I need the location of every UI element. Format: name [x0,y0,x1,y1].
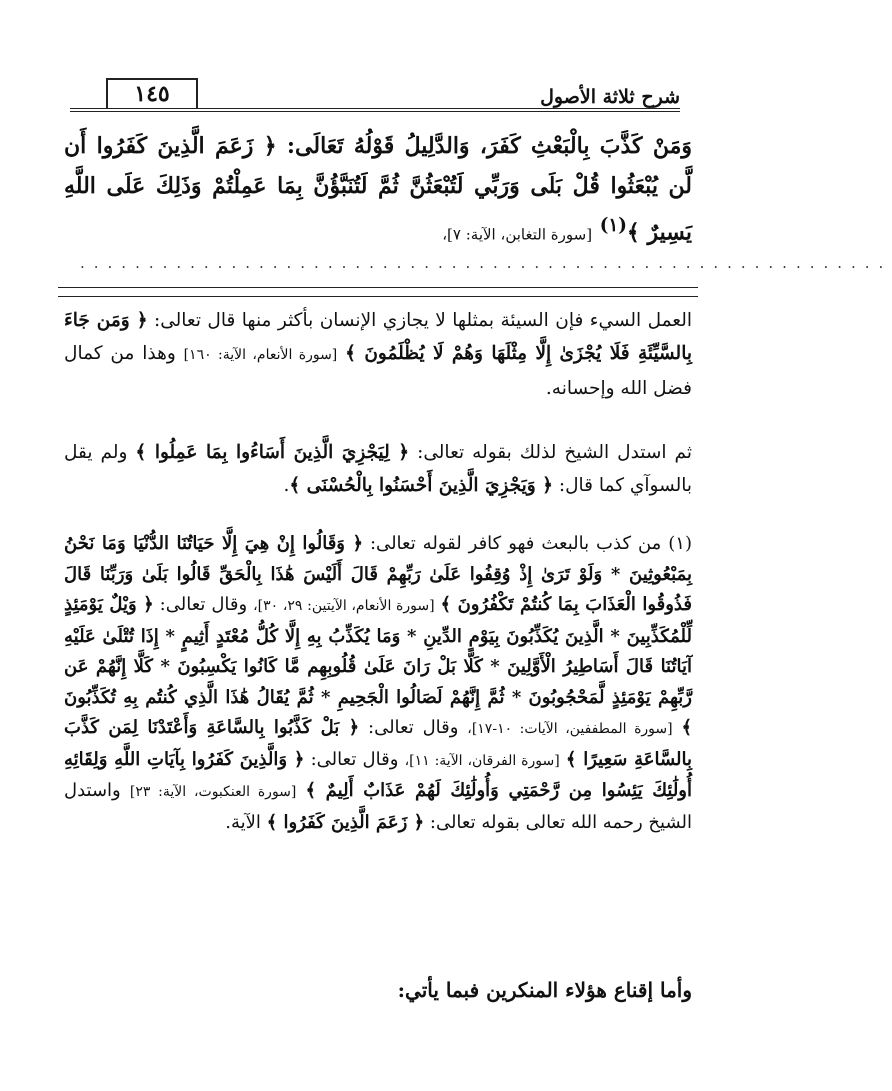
footnote-reference: [سورة المطففين، الآيات: ١٠-١٧]، [467,721,673,737]
footnote-verse: ﴿ وَيْلٌ يَوْمَئِذٍ لِّلْمُكَذِّبِينَ * الَّذِينَ يُكَذِّبُونَ بِيَوْمِ الدِّينِ * وَمَا يُكَذِّبُ بِهِ إِلَّا كُلُّ مُعْتَدٍ أَثِيمٍ * إِذَا تُتْلَىٰ عَلَيْهِ آيَاتُنَا قَالَ أَسَاطِيرُ الْأَوَّلِينَ * كَلَّا بَلْ رَانَ عَلَىٰ قُلُوبِهِم مَّا كَانُوا يَكْسِبُونَ * كَلَّا إِنَّهُمْ عَن رَّبِّهِمْ يَوْمَئِذٍ لَّمَحْجُوبُونَ * ثُمَّ إِنَّهُمْ لَصَالُوا الْجَحِيمِ * ثُمَّ يُقَالُ هَٰذَا الَّذِي كُنتُم بِهِ تُكَذِّبُونَ ﴾ [64,594,692,738]
section-divider-top [58,287,698,288]
footnote-verse: ﴿ وَالَّذِينَ كَفَرُوا بِآيَاتِ اللَّهِ وَلِقَائِهِ أُولَٰئِكَ يَئِسُوا مِن رَّحْمَتِي وَأُولَٰئِكَ لَهُمْ عَذَابٌ أَلِيمٌ ﴾ [64,748,693,801]
page-number: ١٤٥ [106,78,198,108]
commentary-verse: ﴿ لِيَجْزِيَ الَّذِينَ أَسَاءُوا بِمَا عَمِلُوا ﴾ [135,442,410,463]
commentary-paragraph-1 [64,304,692,405]
footnote-reference: [سورة الفرقان، الآية: ١١]، [404,752,560,769]
footnote-text: (١) من كذب بالبعث فهو كافر لقوله تعالى: [363,533,692,554]
closing-heading: وأما إقناع هؤلاء المنكرين فبما يأتي: [397,978,692,1002]
footnote-text: وقال تعالى: [153,594,254,615]
main-text [64,126,692,254]
footnote-text: وقال تعالى: [304,748,405,770]
header-divider [70,108,680,112]
commentary-text: ثم استدل الشيخ لذلك بقوله تعالى: [409,442,692,463]
footnote-verse: ﴿ زَعَمَ الَّذِينَ كَفَرُوا ﴾ [266,811,425,833]
footnote-verse: ﴿ وَقَالُوا إِنْ هِيَ إِلَّا حَيَاتُنَا الدُّنْيَا وَمَا نَحْنُ بِمَبْعُوثِينَ * وَلَوْ تَرَىٰ إِذْ وُقِفُوا عَلَىٰ رَبِّهِمْ قَالَ أَلَيْسَ هَٰذَا بِالْحَقِّ قَالُوا بَلَىٰ وَرَبِّنَا قَالَ فَذُوقُوا الْعَذَابَ بِمَا كُنتُمْ تَكْفُرُونَ ﴾ [64,533,692,615]
commentary-text-end: وهذا من كمال فضل الله وإحسانه. [64,343,692,399]
footnote-text-end: الآية. [225,811,267,833]
commentary-text: العمل السيء فإن السيئة بمثلها لا يجازي الإنسان بأكثر منها قال تعالى: [147,310,692,331]
footnote-text: وقال تعالى: [359,717,468,738]
book-title: شرح ثلاثة الأصول [540,86,680,108]
commentary-text-end: . [283,475,290,496]
commentary-reference: [سورة الأنعام، الآية: ١٦٠] [183,347,338,363]
footnote-text: واستدل الشيخ رحمه الله تعالى بقوله تعالى: [64,780,692,833]
footnote-verse: ﴿ بَلْ كَذَّبُوا بِالسَّاعَةِ وَأَعْتَدْنَا لِمَن كَذَّبَ بِالسَّاعَةِ سَعِيرًا ﴾ [64,717,692,770]
footnote-paragraph [64,529,692,838]
footnote-reference: [سورة الأنعام، الآيتين: ٢٩، ٣٠]، [253,598,435,614]
commentary-paragraph-2 [64,436,692,502]
main-intro: وَمَنْ كَذَّبَ بِالْبَعْثِ كَفَرَ، وَالدَّلِيلُ قَوْلُهُ تَعَالَى: [276,133,692,159]
main-reference: [سورة التغابن، الآية: ٧]، [442,225,593,244]
commentary-verse: ﴿ وَيَجْزِيَ الَّذِينَ أَحْسَنُوا بِالْحُسْنَى ﴾ [289,475,553,496]
main-verse: ﴿ زَعَمَ الَّذِينَ كَفَرُوا أَن لَّن يُبْعَثُوا قُلْ بَلَى وَرَبِّي لَتُبْعَثُنَّ ثُمَّ لَتُنَبَّؤُنَّ بِمَا عَمِلْتُمْ وَذَلِكَ عَلَى اللَّهِ يَسِيرٌ ﴾ [64,133,692,246]
section-divider-bottom [58,296,698,297]
footnote-reference: [سورة العنكبوت، الآية: ٢٣] [129,784,297,800]
footnote-marker: (١) [599,215,627,236]
commentary-text-mid: ولم يقل بالسوآي كما قال: [64,442,692,496]
dotted-line: ........................................................... [80,254,892,272]
commentary-verse: ﴿ وَمَن جَاءَ بِالسَّيِّئَةِ فَلَا يُجْزَىٰ إِلَّا مِثْلَهَا وَهُمْ لَا يُظْلَمُونَ ﴾ [64,310,692,364]
page-header [70,78,680,112]
